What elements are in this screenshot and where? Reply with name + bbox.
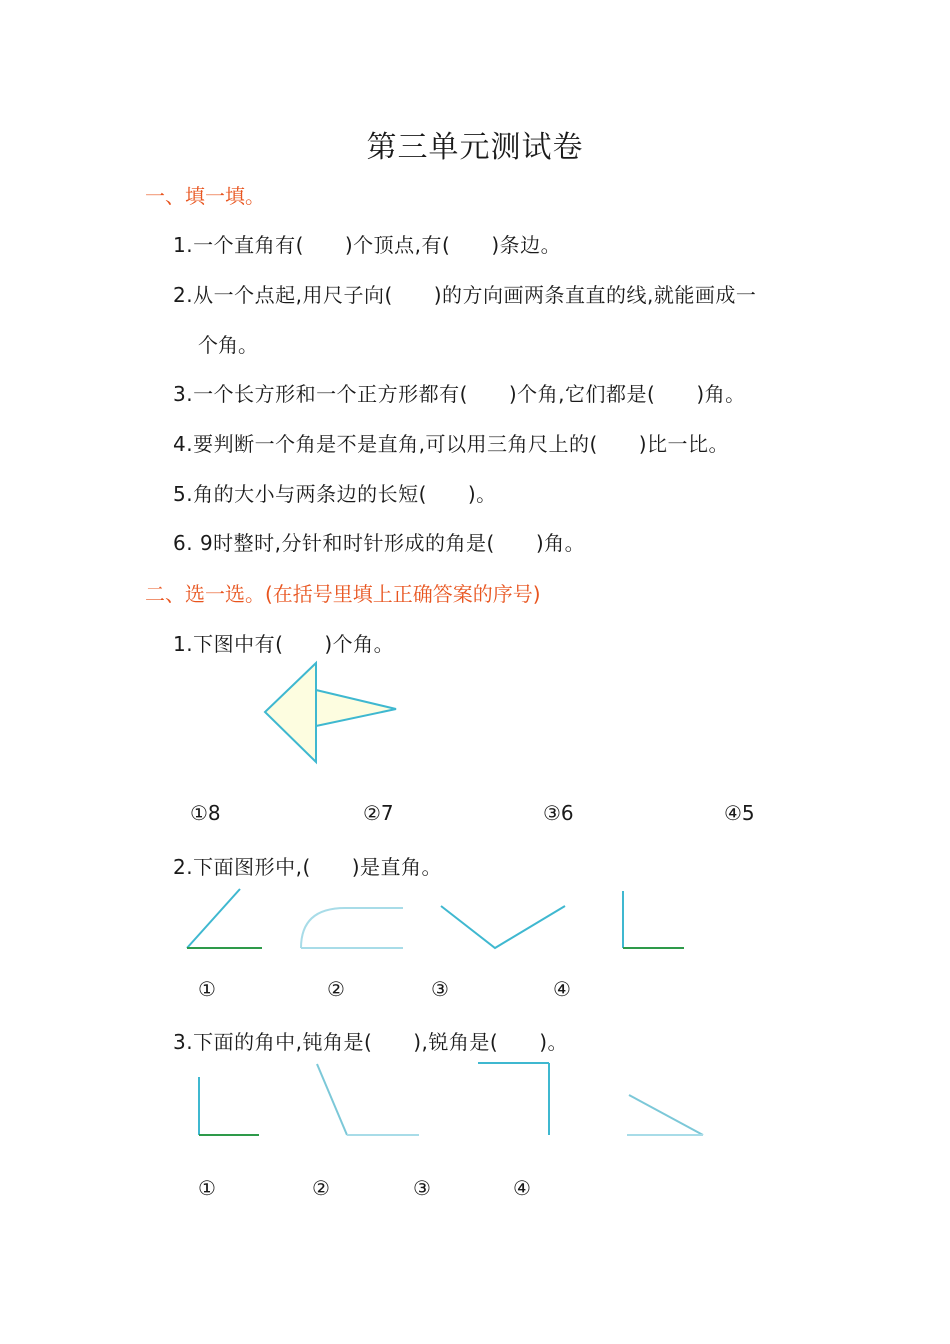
label-2-3: ③	[431, 977, 449, 1001]
question-1-2-line2: 个角。	[198, 333, 258, 357]
question-1-6: 6. 9时整时,分针和时针形成的角是( )角。	[173, 531, 586, 555]
question-1-3: 3.一个长方形和一个正方形都有( )个角,它们都是( )角。	[173, 382, 746, 406]
angle-4-acute	[627, 1095, 703, 1135]
page-title: 第三单元测试卷	[366, 130, 584, 165]
angle-3-right-inverted	[478, 1063, 549, 1135]
section-2-heading: 二、选一选。(在括号里填上正确答案的序号)	[145, 582, 541, 606]
option-1: ①8	[190, 801, 221, 825]
option-4: ④5	[724, 801, 755, 825]
angle-2-obtuse	[317, 1064, 419, 1135]
label-3-4: ④	[513, 1176, 531, 1200]
section-1-heading: 一、填一填。	[145, 184, 265, 208]
option-3: ③6	[543, 801, 574, 825]
label-3-1: ①	[198, 1176, 216, 1200]
question-2-2: 2.下面图形中,( )是直角。	[173, 855, 443, 879]
label-3-2: ②	[312, 1176, 330, 1200]
question-1-1: 1.一个直角有( )个顶点,有( )条边。	[173, 233, 562, 257]
question-1-5: 5.角的大小与两条边的长短( )。	[173, 482, 497, 506]
question-1-2-line1: 2.从一个点起,用尺子向( )的方向画两条直直的线,就能画成一	[173, 283, 757, 307]
label-2-2: ②	[327, 977, 345, 1001]
option-2: ②7	[363, 801, 394, 825]
label-2-4: ④	[553, 977, 571, 1001]
question-1-4: 4.要判断一个角是不是直角,可以用三角尺上的( )比一比。	[173, 432, 730, 456]
label-2-1: ①	[198, 977, 216, 1001]
label-3-3: ③	[413, 1176, 431, 1200]
angle-1-right	[199, 1077, 259, 1135]
question-2-3: 3.下面的角中,钝角是( ),锐角是( )。	[173, 1030, 569, 1054]
question-2-1: 1.下图中有( )个角。	[173, 632, 395, 656]
